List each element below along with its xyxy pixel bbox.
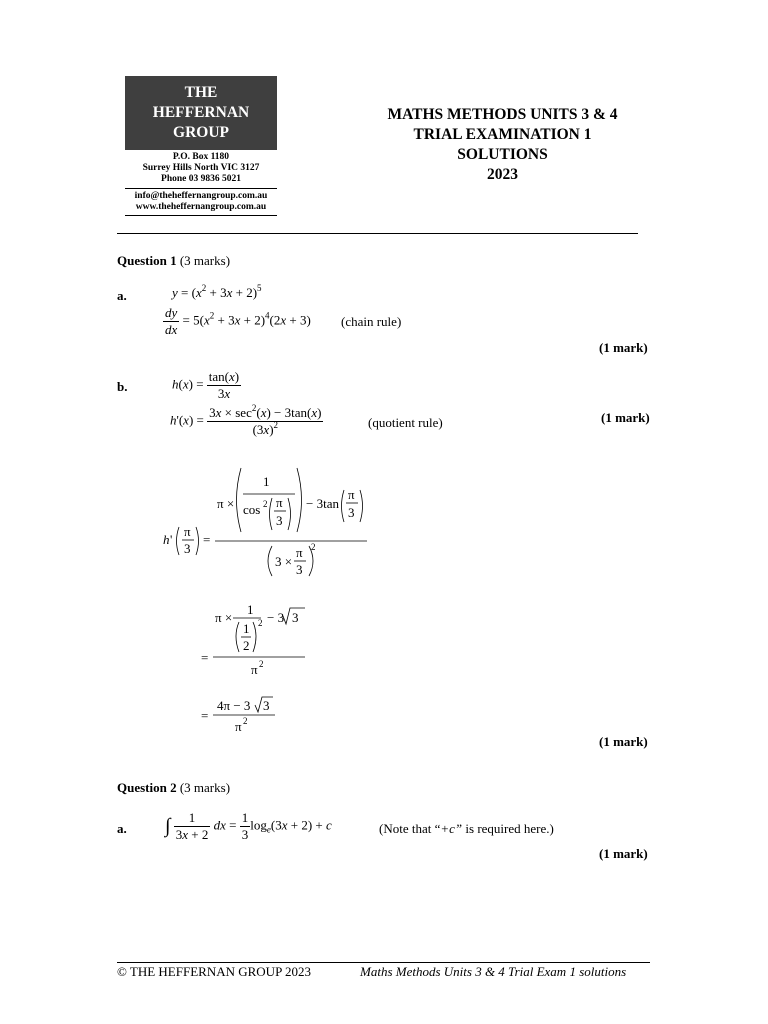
divider [125, 188, 277, 189]
address-line: Phone 03 9836 5021 [161, 174, 241, 184]
svg-text:h: h [163, 532, 170, 547]
svg-text:π: π [276, 495, 283, 510]
email-link[interactable]: info@theheffernangroup.com.au [134, 191, 268, 201]
address-line: Surrey Hills North VIC 3127 [142, 163, 260, 173]
question-marks: (3 marks) [179, 253, 231, 268]
part-label: a. [117, 288, 127, 303]
mark-label: (1 mark) [599, 340, 648, 355]
quotient-rule-note: (quotient rule) [368, 415, 443, 430]
svg-text:1: 1 [243, 621, 250, 636]
svg-text:π: π [184, 524, 191, 539]
logo-line: HEFFERNAN [152, 104, 250, 121]
svg-text:2: 2 [258, 618, 263, 628]
svg-text:': ' [170, 532, 173, 547]
equation-y: $y = (x^2 + 3x + 2)^5$ [172, 283, 262, 300]
logo-line: THE [184, 84, 218, 101]
svg-text:π ×: π × [217, 496, 235, 511]
svg-text:π: π [251, 662, 258, 677]
equation-h: h(x) = $\frac{\tan(x)}{3x}$ [172, 369, 240, 401]
note-text: is required here.) [462, 821, 554, 836]
equation-integral: ∫ $\frac{1}{3x + 2}$ dx = $\frac{1}{3}$ $\log_e(3x + 2) + c$ [165, 810, 332, 842]
svg-text:3: 3 [184, 541, 191, 556]
equation-step-2 [195, 600, 315, 680]
part-label: b. [117, 379, 128, 394]
chain-rule-note: (chain rule) [341, 314, 402, 329]
svg-text:3: 3 [348, 505, 355, 520]
mark-label: (1 mark) [599, 846, 648, 861]
svg-text:cos: cos [243, 502, 261, 517]
contact-info [125, 191, 277, 213]
question-1-heading [117, 253, 230, 269]
svg-text:3: 3 [292, 610, 299, 625]
constant-note [379, 821, 554, 837]
note-emphasis: +c” [440, 821, 463, 836]
part-label: a. [117, 821, 127, 836]
equation-hprime-pi-over-3 [155, 460, 385, 585]
equation-step-3 [195, 694, 285, 736]
title-line: MATHS METHODS UNITS 3 & 4 [387, 106, 618, 123]
svg-text:2: 2 [259, 659, 264, 669]
page-title [340, 105, 665, 185]
svg-text:2: 2 [311, 542, 316, 552]
svg-text:1: 1 [247, 602, 254, 617]
svg-text:1: 1 [263, 474, 270, 489]
logo [125, 76, 277, 150]
footer-title: Maths Methods Units 3 & 4 Trial Exam 1 solutions [360, 964, 627, 979]
svg-text:=: = [201, 708, 209, 723]
svg-text:π ×: π × [215, 610, 233, 625]
mark-label: (1 mark) [601, 410, 650, 425]
svg-text:π: π [296, 545, 303, 560]
header-rule [117, 233, 638, 234]
equation-hprime: h'(x) = $\frac{3x \times \sec^2(x) - 3\tan(x)}{(3x)^2}$ [170, 403, 322, 437]
svg-text:2: 2 [243, 716, 248, 726]
question-title: Question 1 [117, 253, 177, 268]
equation-dydx: $\frac{dy}{dx}$ = $5(x^2 + 3x + 2)^4(2x + 3)$ [165, 305, 311, 337]
svg-text:3: 3 [263, 698, 270, 713]
svg-text:2: 2 [243, 638, 250, 653]
svg-text:4π − 3: 4π − 3 [217, 698, 251, 713]
title-line: TRIAL EXAMINATION 1 [413, 126, 592, 143]
address-line: P.O. Box 1180 [172, 152, 230, 162]
svg-text:− 3tan: − 3tan [306, 496, 339, 511]
svg-text:=: = [203, 532, 211, 547]
title-line: SOLUTIONS [457, 146, 548, 163]
question-2-heading [117, 780, 230, 796]
logo-line: GROUP [173, 124, 229, 141]
footer-rule [117, 962, 650, 963]
svg-text:3: 3 [296, 562, 303, 577]
website-link[interactable]: www.theheffernangroup.com.au [135, 202, 267, 212]
mark-label: (1 mark) [599, 734, 648, 749]
note-text: (Note that “ [379, 821, 441, 836]
svg-text:− 3: − 3 [267, 610, 285, 625]
svg-text:3: 3 [276, 513, 283, 528]
svg-text:π: π [348, 487, 355, 502]
svg-text:π: π [235, 719, 242, 734]
address [125, 152, 277, 185]
svg-text:3 ×: 3 × [275, 554, 293, 569]
svg-text:=: = [201, 650, 209, 665]
footer-copyright: © THE HEFFERNAN GROUP 2023 [117, 964, 312, 979]
question-title: Question 2 [117, 780, 177, 795]
title-line: 2023 [487, 166, 518, 183]
svg-text:2: 2 [263, 499, 268, 509]
divider [125, 215, 277, 216]
question-marks: (3 marks) [179, 780, 231, 795]
